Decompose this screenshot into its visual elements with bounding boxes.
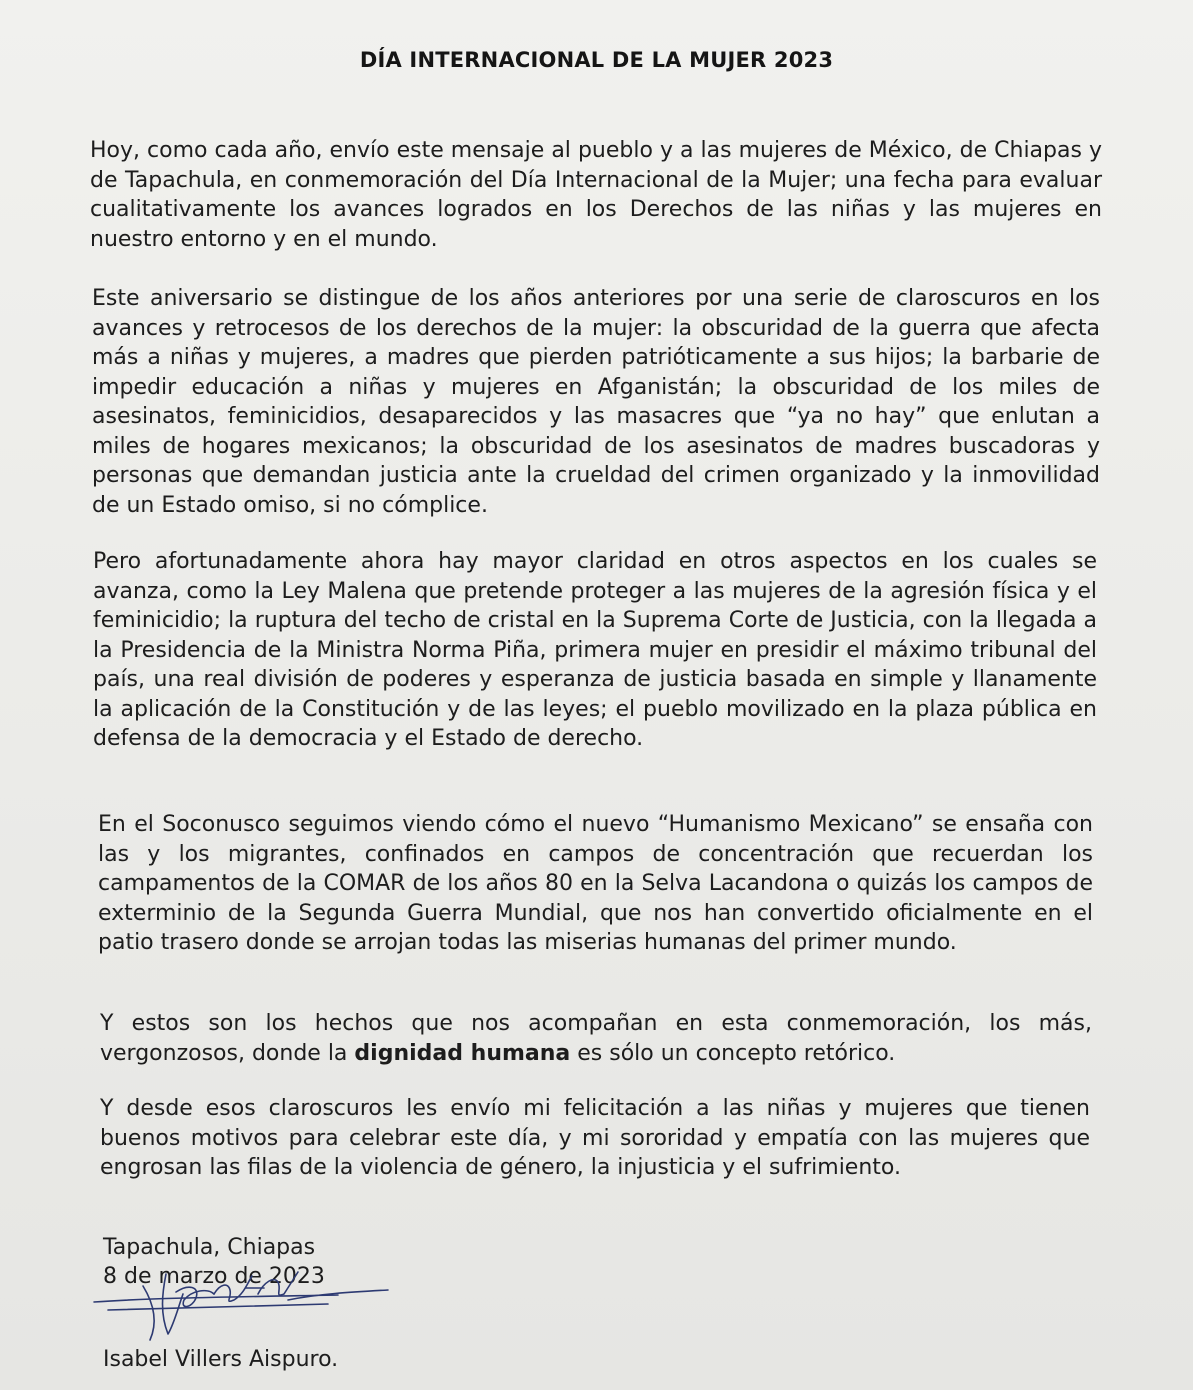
paragraph-hechos-end: es sólo un concepto retórico. [570, 1040, 896, 1066]
bold-phrase: dignidad humana [354, 1040, 571, 1066]
signoff-date: 8 de marzo de 2023 [103, 1264, 325, 1289]
paragraph-claroscuros: Este aniversario se distingue de los años anteriores por una serie de claroscuros en los avances y retrocesos de los derechos de la mujer: la obscuridad de la guerra que afecta más a niñas y mujeres, a madres que pierden patrióticamente a sus hijos; la barbarie de impedir educación a niñas y mujeres en Afganistán; la obscuridad de los miles de asesinatos, feminicidios, desaparecidos y las masacres que “ya no hay” que enlutan a miles de hogares mexicanos; la obscuridad de los asesinatos de madres buscadoras y personas que demandan justicia ante la crueldad del crimen organizado y la inmovilidad de un Estado omiso, si no cómplice. [92, 286, 1100, 518]
paragraph-intro: Hoy, como cada año, envío este mensaje al pueblo y a las mujeres de México, de Chiapas y de Tapachula, en conmemoración del Día Internacional de la Mujer; una fecha para evaluar cualitativamente los avances logrados en los Derechos de las niñas y las mujeres en nuestro entorno y en el mundo. [90, 138, 1102, 252]
paragraph-soconusco: En el Soconusco seguimos viendo cómo el nuevo “Humanismo Mexicano” se ensaña con las y los migrantes, confinados en campos de concentración que recuerdan los campamentos de la COMAR de los años 80 en la Selva Lacandona o quizás los campos de exterminio de la Segunda Guerra Mundial, que nos han convertido oficialmente en el patio trasero donde se arrojan todas las miserias humanas del primer mundo. [98, 812, 1093, 955]
signoff-place: Tapachula, Chiapas [103, 1235, 316, 1260]
paragraph-hechos [100, 1009, 1092, 1068]
document-title: DÍA INTERNACIONAL DE LA MUJER 2023 [359, 48, 834, 72]
signer-name: Isabel Villers Aispuro. [103, 1347, 339, 1372]
paragraph-claridad: Pero afortunadamente ahora hay mayor claridad en otros aspectos en los cuales se avanza, como la Ley Malena que pretende proteger a las mujeres de la agresión física y el feminicidio; la ruptura del techo de cristal en la Suprema Corte de Justicia, con la llegada a la Presidencia de la Ministra Norma Piña, primera mujer en presidir el máximo tribunal del país, una real división de poderes y esperanza de justicia basada en simple y llanamente la aplicación de la Constitución y de las leyes; el pueblo movilizado en la plaza pública en defensa de la democracia y el Estado de derecho. [93, 549, 1097, 751]
handwritten-signature [88, 1264, 408, 1344]
paragraph-felicitacion: Y desde esos claroscuros les envío mi felicitación a las niñas y mujeres que tienen buenos motivos para celebrar este día, y mi sororidad y empatía con las mujeres que engrosan las filas de la violencia de género, la injusticia y el sufrimiento. [100, 1096, 1090, 1180]
paragraph-hechos-start: Y estos son los hechos que nos acompañan en esta conmemoración, los más, vergonzosos, donde la [100, 1011, 1092, 1066]
